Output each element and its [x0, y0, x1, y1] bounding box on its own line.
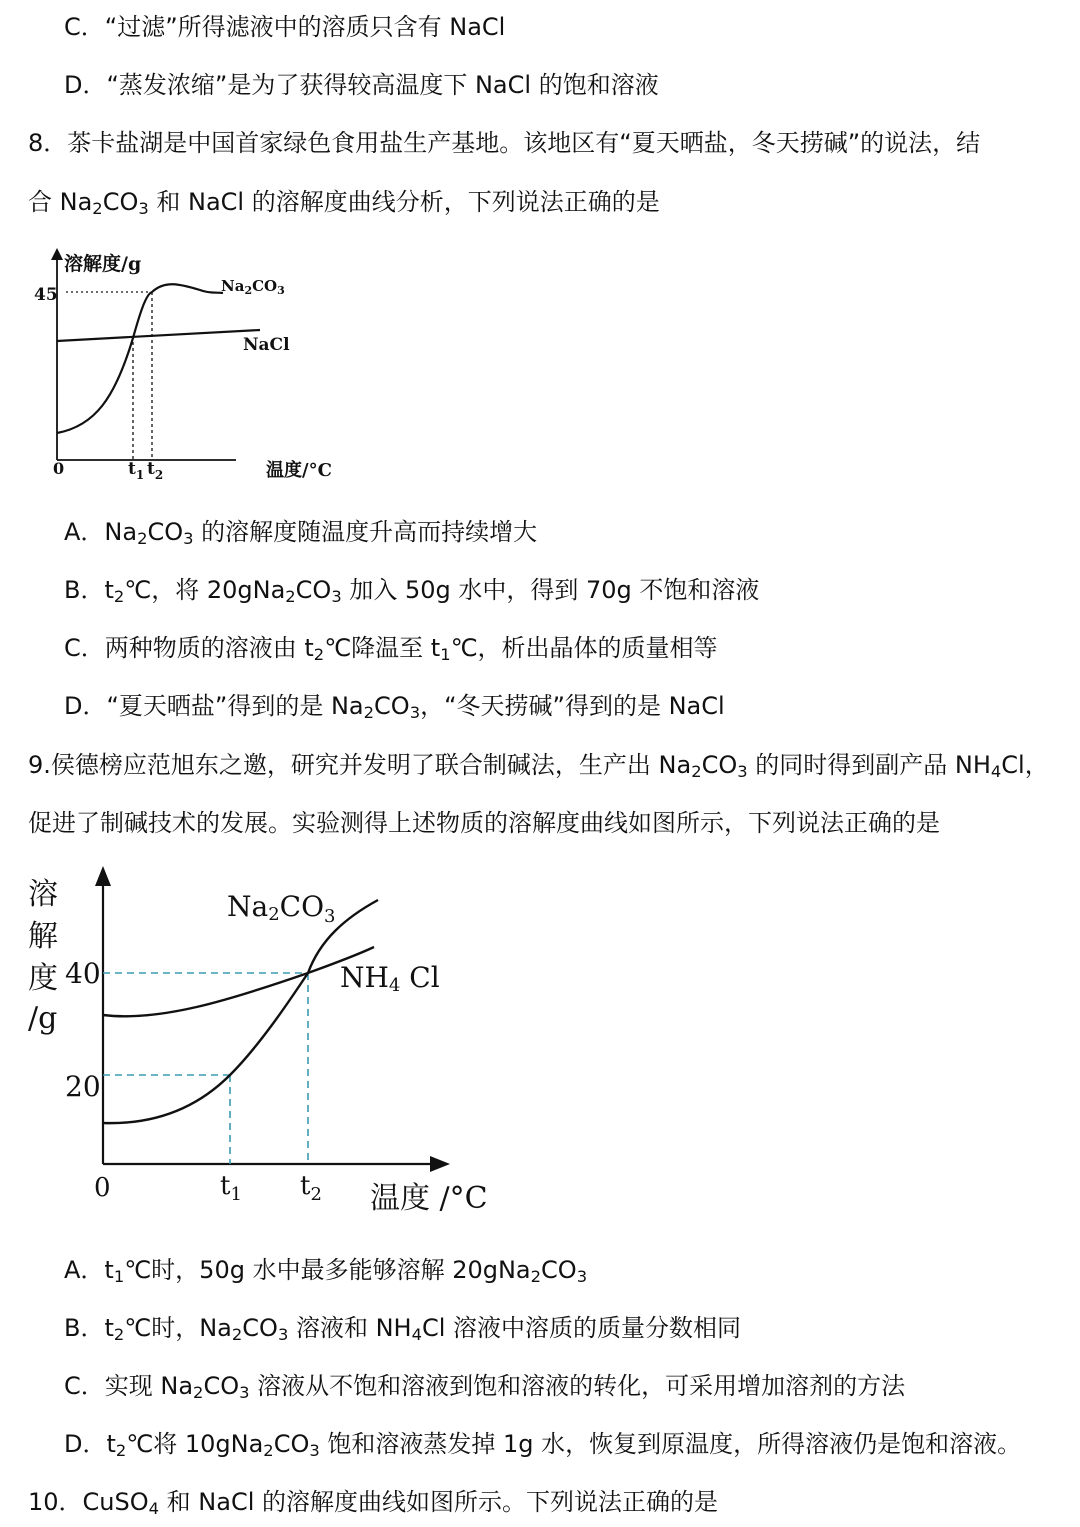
q9-y-label-1: 溶	[28, 877, 58, 912]
q9-option-a: A．$t_1℃$时，50g 水中最多能够溶解 $20gNa_2CO_3$	[64, 1256, 588, 1287]
q9-stem-line2: 促进了制碱技术的发展。实验测得上述物质的溶解度曲线如图所示，下列说法正确的是	[28, 809, 940, 837]
q9-x-arrow	[430, 1156, 450, 1172]
q9-option-b: B．$t_2℃$时，$Na_2CO_3$ 溶液和 $NH_4Cl$ 溶液中溶质的质量分数相同	[64, 1314, 742, 1345]
q9-series-nh4cl-label: NH4 Cl	[340, 961, 440, 996]
q10-stem: 10．CuSO$_4$ 和 NaCl 的溶解度曲线如图所示。下列说法正确的是	[28, 1488, 719, 1519]
q9-y-arrow	[95, 866, 111, 886]
q9-t1-label: $t_1$	[220, 1171, 242, 1205]
q9-option-c: C．实现 $Na_2CO_3$ 溶液从不饱和溶液到饱和溶液的转化，可采用增加溶剂的方法	[64, 1372, 906, 1403]
q9-t2-label: $t_2$	[300, 1171, 322, 1205]
q9-na2co3-curve	[103, 900, 378, 1123]
q8-nacl-curve	[57, 330, 260, 341]
q9-solubility-chart	[20, 860, 500, 1220]
q8-series-na2co3-label: $Na_2CO_3$	[221, 277, 285, 297]
q8-t1-label: $t_1$	[128, 459, 145, 482]
q9-y-tick-40: 40	[65, 957, 101, 990]
q9-x-label: 温度 /°C	[370, 1181, 488, 1216]
q8-stem-line1: 8．茶卡盐湖是中国首家绿色食用盐生产基地。该地区有“夏天晒盐，冬天捞碱”的说法，结	[28, 129, 981, 157]
q7-option-d: D．“蒸发浓缩”是为了获得较高温度下 NaCl 的饱和溶液	[64, 71, 659, 99]
q9-nh4cl-curve	[103, 947, 374, 1016]
q9-y-label-2: 解	[28, 919, 58, 954]
q8-solubility-chart	[34, 248, 340, 488]
q7-option-c: C．“过滤”所得滤液中的溶质只含有 NaCl	[64, 13, 506, 41]
q9-y-tick-20: 20	[65, 1070, 101, 1103]
q8-na2co3-curve	[57, 284, 223, 433]
q8-y-arrow	[51, 248, 63, 260]
q8-series-nacl-label: NaCl	[243, 335, 290, 355]
q8-x-label: 温度/°C	[266, 460, 332, 481]
q9-y-label-4: /g	[28, 1001, 58, 1036]
q8-origin: 0	[53, 459, 65, 478]
q9-series-na2co3-label: $Na2CO_3$	[227, 890, 336, 927]
q9-stem-line1: 9.侯德榜应范旭东之邀，研究并发明了联合制碱法，生产出 $Na_2CO_3$ 的同时得到副产品 $NH_4Cl$，	[28, 751, 1049, 782]
q9-origin: 0	[94, 1173, 111, 1203]
q8-stem-line2: 合 $Na_2CO_3$ 和 NaCl 的溶解度曲线分析，下列说法正确的是	[28, 188, 660, 219]
q9-option-d: D．$t_2℃$将 $10gNa_2CO_3$ 饱和溶液蒸发掉 1g 水，恢复到原温度，所得溶液仍是饱和溶液。	[64, 1430, 1022, 1461]
q8-option-a: A．$Na_2CO_3$ 的溶解度随温度升高而持续增大	[64, 518, 538, 549]
q9-y-label-3: 度	[28, 961, 58, 996]
q8-y-label: 溶解度/g	[64, 253, 142, 275]
q8-y-tick-45: 45	[34, 285, 58, 305]
q8-option-b: B．$t_2℃$，将 $20gNa_2CO_3$ 加入 50g 水中，得到 70g 不饱和溶液	[64, 576, 760, 607]
q8-option-c: C．两种物质的溶液由 $t_2℃$降温至 $t_1℃$，析出晶体的质量相等	[64, 634, 718, 665]
q8-option-d: D．“夏天晒盐”得到的是 $Na_2CO_3$，“冬天捞碱”得到的是 NaCl	[64, 692, 725, 723]
q8-t2-label: $t_2$	[147, 459, 164, 482]
